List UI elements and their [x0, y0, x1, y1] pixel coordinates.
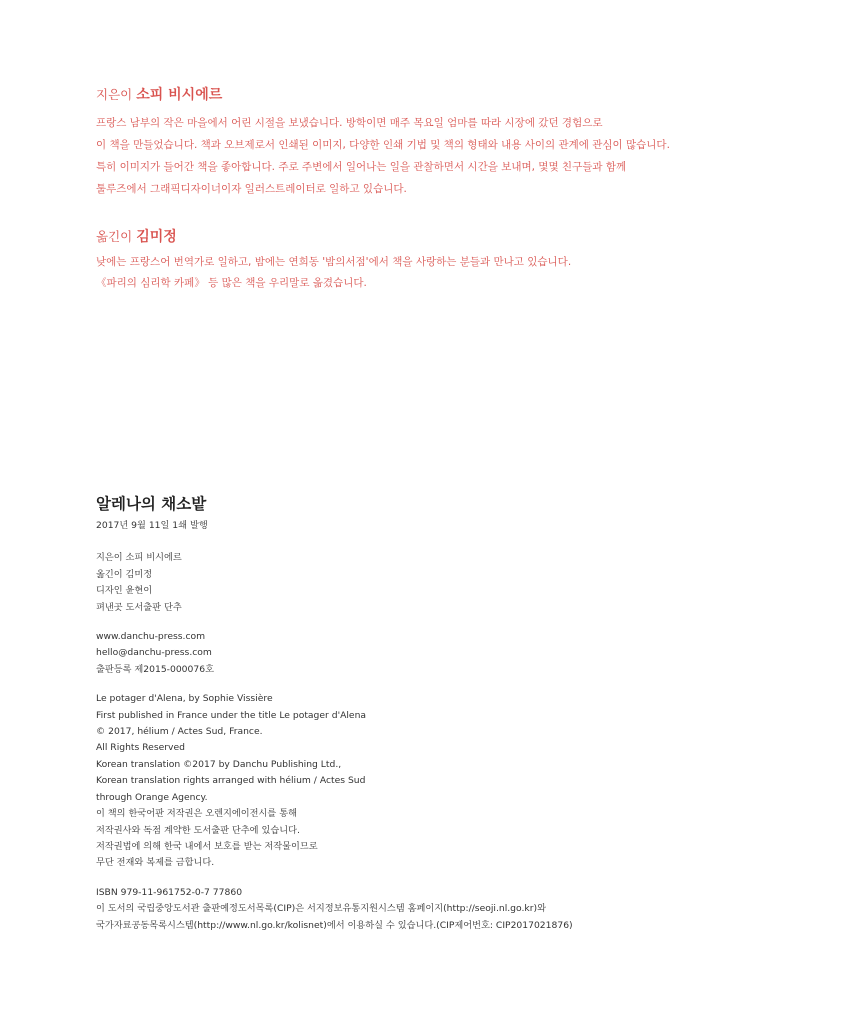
edition-line: 2017년 9월 11일 1쇄 발행 — [96, 520, 208, 531]
translator-bio — [96, 228, 571, 294]
rights-line: Korean translation ©2017 by Danchu Publishing Ltd., — [96, 758, 342, 770]
credits-block — [96, 550, 573, 616]
translator-heading — [96, 228, 571, 246]
translator-bio-line: 낮에는 프랑스어 번역가로 일하고, 밤에는 연희동 '밤의서점'에서 책을 사랑하는 분들과 만나고 있습니다. — [96, 256, 572, 268]
translator-role: 옮긴이 — [96, 229, 133, 244]
translator-name: 김미정 — [136, 229, 177, 245]
rights-line: © 2017, hélium / Actes Sud, France. — [96, 726, 263, 738]
author-bio — [96, 86, 670, 200]
cip-line: 국가자료공동목록시스템(http://www.nl.go.kr/kolisnet)에서 이용하실 수 있습니다.(CIP제어번호: CIP2017021876) — [96, 919, 573, 931]
rights-line: 저작권법에 의해 한국 내에서 보호를 받는 저작물이므로 — [96, 840, 318, 852]
author-bio-line: 이 책을 만들었습니다. 책과 오브제로서 인쇄된 이미지, 다양한 인쇄 기법 및 책의 형태와 내용 사이의 관계에 관심이 많습니다. — [96, 139, 670, 151]
cip-line: 이 도서의 국립중앙도서관 출판예정도서목록(CIP)은 서지정보유통지원시스템 홈페이지(http://seoji.nl.go.kr)와 — [96, 903, 546, 915]
website-line: www.danchu-press.com — [96, 631, 206, 643]
rights-line: Korean translation rights arranged with hélium / Actes Sud — [96, 775, 366, 787]
translator-bio-line: 《파리의 심리학 카페》 등 많은 책을 우리말로 옮겼습니다. — [96, 277, 367, 289]
author-bio-line: 특히 이미지가 들어간 책을 좋아합니다. 주로 주변에서 일어나는 일을 관찰하면서 시간을 보내며, 몇몇 친구들과 함께 — [96, 161, 627, 173]
credit-line: 옮긴이 김미정 — [96, 568, 153, 580]
rights-line: 저작권사와 독점 계약한 도서출판 단추에 있습니다. — [96, 824, 300, 836]
registration-line: 출판등록 제2015-000076호 — [96, 663, 214, 675]
rights-line: First published in France under the title Le potager d'Alena — [96, 709, 367, 721]
rights-line: 이 책의 한국어판 저작권은 오렌지에이전시를 통해 — [96, 808, 297, 820]
credit-line: 지은이 소피 비시에르 — [96, 552, 182, 564]
author-name: 소피 비시에르 — [136, 87, 223, 103]
rights-line: 무단 전재와 복제를 금합니다. — [96, 857, 215, 869]
credit-line: 펴낸곳 도서출판 단추 — [96, 601, 182, 613]
author-role: 지은이 — [96, 87, 133, 102]
contact-block — [96, 629, 573, 678]
author-bio-line: 프랑스 남부의 작은 마을에서 어린 시절을 보냈습니다. 방학이면 매주 목요일 엄마를 따라 시장에 갔던 경험으로 — [96, 117, 603, 129]
isbn-block — [96, 885, 573, 934]
rights-block — [96, 691, 573, 871]
email-line: hello@danchu-press.com — [96, 647, 212, 659]
isbn-line: ISBN 979-11-961752-0-7 77860 — [96, 886, 243, 898]
credit-line: 디자인 윤현이 — [96, 585, 153, 597]
author-heading — [96, 86, 670, 104]
rights-line: Le potager d'Alena, by Sophie Vissière — [96, 693, 273, 705]
rights-line: through Orange Agency. — [96, 791, 208, 803]
book-title: 알레나의 채소밭 — [96, 495, 207, 513]
colophon — [96, 494, 573, 934]
rights-line: All Rights Reserved — [96, 742, 185, 754]
author-bio-line: 툴루즈에서 그래픽디자이너이자 일러스트레이터로 일하고 있습니다. — [96, 183, 407, 195]
